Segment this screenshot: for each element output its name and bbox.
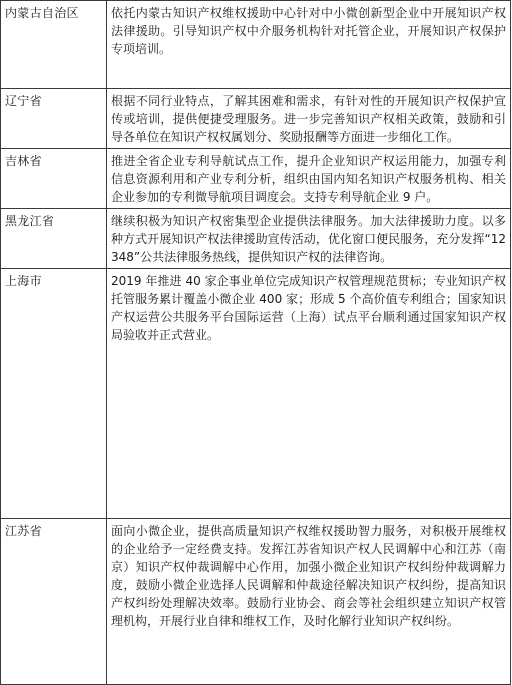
region-cell: 内蒙古自治区 bbox=[1, 1, 107, 89]
description-cell: 面向小微企业，提供高质量知识产权维权援助智力服务，对积极开展维权的企业给予一定经费支持。发挥江苏省知识产权人民调解中心和江苏（南京）知识产权仲裁调解中心作用，加强小微企业知识产权纠纷仲裁调解力度，鼓励小微企业选择人民调解和仲裁途径解决知识产权纠纷，提高知识产权纠纷处理解决效率。鼓励行业协会、商会等社会组织建立知识产权管理机构，开展行业自律和维权工作，及时化解行业知识产权纠纷。 bbox=[107, 519, 511, 685]
description-cell: 推进全省企业专利导航试点工作，提升企业知识产权运用能力，加强专利信息资源利用和产业专利分析，组织由国内知名知识产权服务机构、相关企业参加的专利微导航项目调度会。支持专利导航企业 9 户。 bbox=[107, 149, 511, 209]
region-cell: 江苏省 bbox=[1, 519, 107, 685]
region-cell: 上海市 bbox=[1, 269, 107, 519]
description-cell: 2019 年推进 40 家企事业单位完成知识产权管理规范贯标；专业知识产权托管服务累计覆盖小微企业 400 家；形成 5 个高价值专利组合；国家知识产权运营公共服务平台国际运营（上海）试点平台顺利通过国家知识产权局验收并正式营业。 bbox=[107, 269, 511, 519]
table-row bbox=[1, 269, 511, 519]
table-row bbox=[1, 149, 511, 209]
table-row bbox=[1, 209, 511, 269]
region-cell: 辽宁省 bbox=[1, 89, 107, 149]
description-cell: 依托内蒙古知识产权维权援助中心针对中小微创新型企业中开展知识产权法律援助。引导知识产权中介服务机构针对托管企业，开展知识产权保护专项培训。 bbox=[107, 1, 511, 89]
region-cell: 吉林省 bbox=[1, 149, 107, 209]
description-cell: 继续积极为知识产权密集型企业提供法律服务。加大法律援助力度。以多种方式开展知识产权法律援助宣传活动，优化窗口便民服务，充分发挥“12348”公共法律服务热线，提供知识产权的法律咨询。 bbox=[107, 209, 511, 269]
table-row bbox=[1, 519, 511, 685]
region-cell: 黑龙江省 bbox=[1, 209, 107, 269]
table-row bbox=[1, 89, 511, 149]
table-row bbox=[1, 1, 511, 89]
description-cell: 根据不同行业特点，了解其困难和需求，有针对性的开展知识产权保护宣传或培训，提供便捷受理服务。进一步完善知识产权相关政策，鼓励和引导各单位在知识产权权属划分、奖励报酬等方面进一步细化工作。 bbox=[107, 89, 511, 149]
